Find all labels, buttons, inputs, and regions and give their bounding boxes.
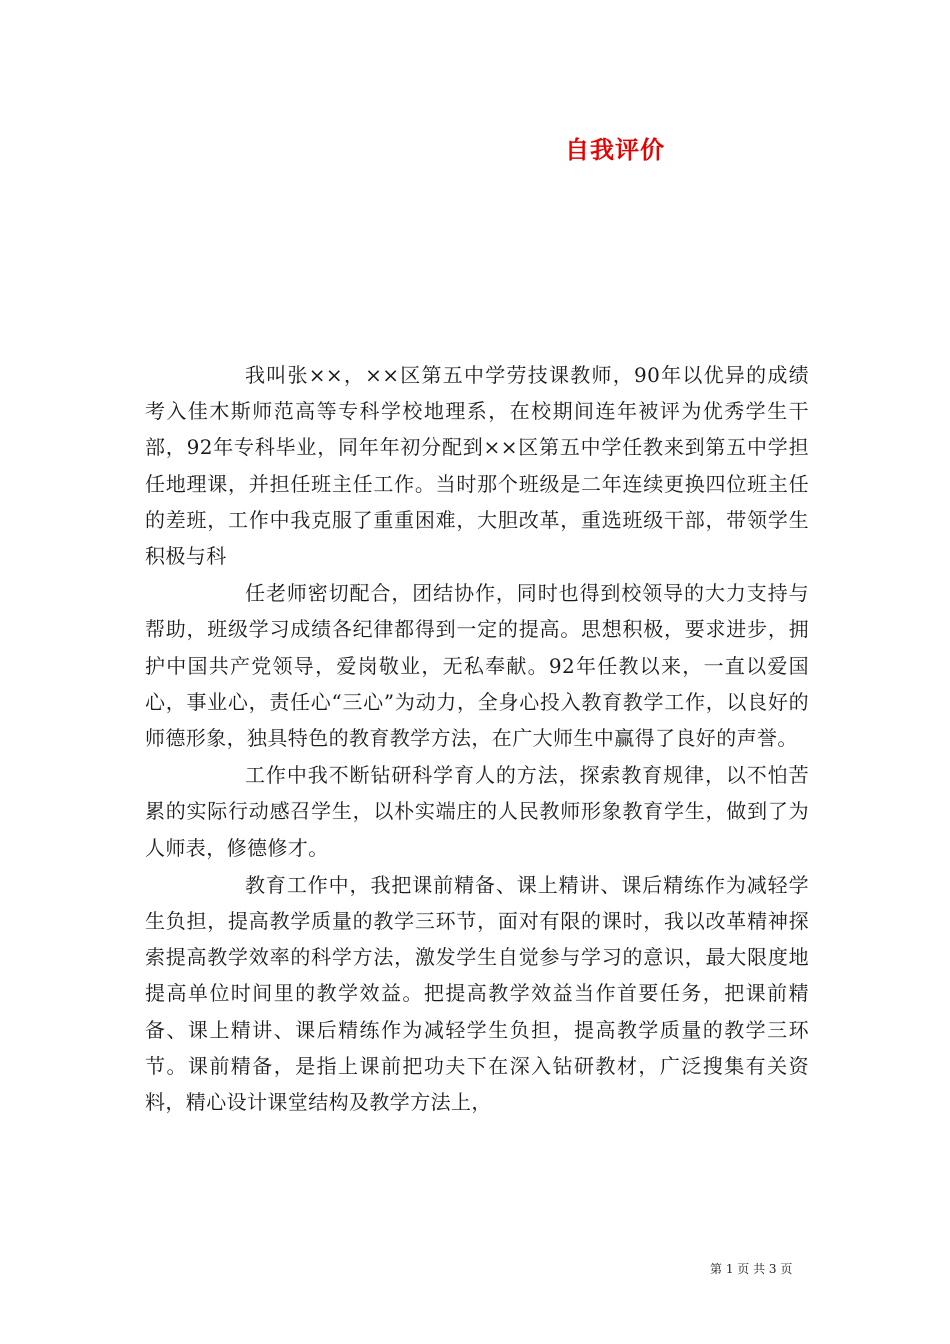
document-title: 自我评价: [565, 135, 665, 164]
paragraph-4: 教育工作中，我把课前精备、课上精讲、课后精练作为减轻学生负担，提高教学质量的教学三环节，面对有限的课时，我以改革精神探索提高教学效率的科学方法，激发学生自觉参与学习的意识，最大限度地提高单位时间里的教学效益。把提高教学效益当作首要任务，把课前精备、课上精讲、课后精练作为减轻学生负担，提高教学质量的教学三环节。课前精备，是指上课前把功夫下在深入钻研教材，广泛搜集有关资料，精心设计课堂结构及教学方法上，: [145, 872, 809, 1115]
paragraph-3: 工作中我不断钻研科学育人的方法，探索教育规律，以不怕苦累的实际行动感召学生，以朴实端庄的人民教师形象教育学生，做到了为人师表，修德修才。: [145, 763, 809, 860]
document-body: [145, 357, 809, 1120]
page-number-footer: 第 1 页 共 3 页: [710, 1262, 793, 1276]
paragraph-1: 我叫张××，××区第五中学劳技课教师，90年以优异的成绩考入佳木斯师范高等专科学校地理系，在校期间连年被评为优秀学生干部，92年专科毕业，同年年初分配到××区第五中学任教来到第五中学担任地理课，并担任班主任工作。当时那个班级是二年连续更换四位班主任的差班，工作中我克服了重重困难，大胆改革，重选班级干部，带领学生积极与科: [145, 363, 809, 569]
paragraph-2: 任老师密切配合，团结协作，同时也得到校领导的大力支持与帮助，班级学习成绩各纪律都得到一定的提高。思想积极，要求进步，拥护中国共产党领导，爱岗敬业，无私奉献。92年任教以来，一直以爱国心，事业心，责任心“三心”为动力，全身心投入教育教学工作，以良好的师德形象，独具特色的教育教学方法，在广大师生中赢得了良好的声誉。: [145, 581, 809, 751]
